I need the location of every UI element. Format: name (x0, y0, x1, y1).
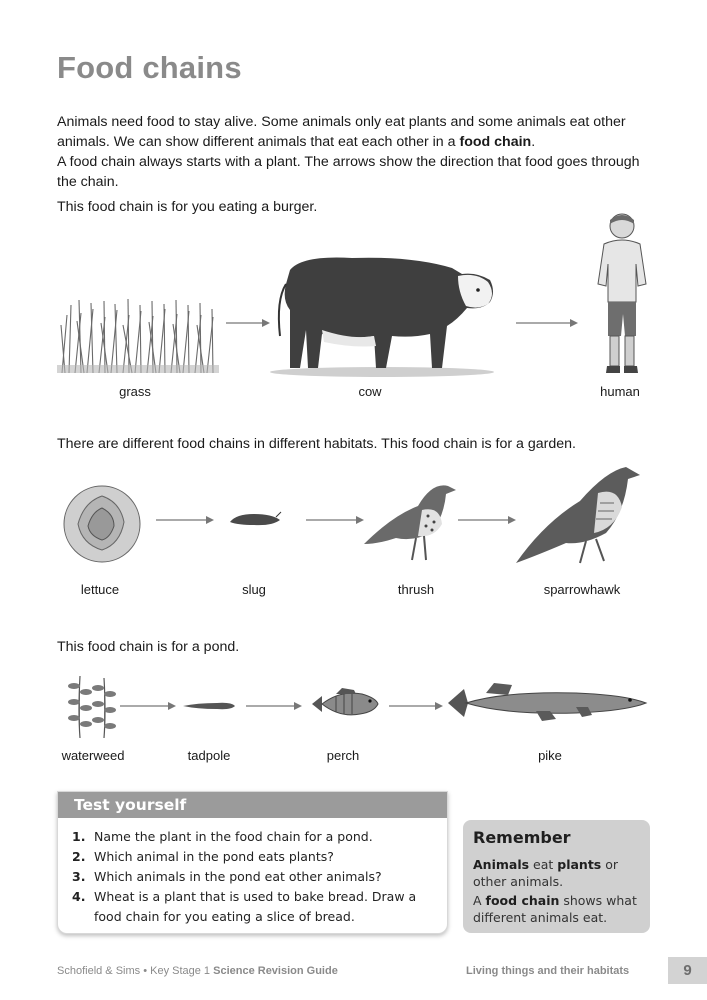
intro-text (57, 112, 657, 192)
question-item (72, 887, 432, 927)
footer-publisher (57, 965, 338, 977)
arrow-icon (246, 701, 302, 711)
garden-chain-caption: There are different food chains in different habitats. This food chain is for a garden. (57, 436, 576, 452)
arrow-icon (120, 701, 176, 711)
intro-paragraph-2: A food chain always starts with a plant. The arrows show the direction that food goes through the chain. (57, 154, 640, 190)
cow-illustration (262, 250, 502, 380)
tadpole-illustration (181, 699, 237, 713)
grass-illustration (57, 295, 219, 375)
intro-text-part: Animals need food to stay alive. Some animals only eat plants and some animals eat other animals. We can show different animals that eat each other in a (57, 114, 626, 150)
question-item (72, 867, 432, 887)
test-yourself-box (57, 791, 448, 934)
remember-bold: Animals (473, 857, 530, 872)
boy-illustration (594, 210, 650, 378)
arrow-icon (389, 701, 443, 711)
thrush-label: thrush (397, 582, 435, 597)
intro-bold-term: food chain (459, 134, 532, 150)
arrow-icon (516, 318, 578, 328)
footer-publisher-text: Schofield & Sims • Key Stage 1 (57, 965, 214, 977)
page-number: 9 (668, 957, 707, 984)
lettuce-label: lettuce (80, 582, 120, 597)
burger-chain-caption: This food chain is for you eating a burger. (57, 199, 318, 215)
test-yourself-heading: Test yourself (58, 792, 447, 818)
question-text: Name the plant in the food chain for a pond. (94, 829, 373, 844)
question-number: 2. (72, 849, 86, 864)
arrow-icon (156, 515, 214, 525)
remember-box (463, 820, 650, 933)
grass-label: grass (119, 384, 151, 399)
tadpole-label: tadpole (187, 748, 231, 763)
waterweed-label: waterweed (61, 748, 125, 763)
slug-illustration (228, 510, 282, 528)
perch-illustration (310, 688, 380, 720)
footer-book-title: Science Revision Guide (213, 965, 338, 977)
remember-heading: Remember (473, 828, 571, 847)
question-text: Which animal in the pond eats plants? (94, 849, 334, 864)
sparrowhawk-illustration (514, 463, 640, 567)
intro-paragraph-1 (57, 112, 657, 152)
question-number: 1. (72, 829, 86, 844)
pike-label: pike (538, 748, 562, 763)
remember-text: shows what different animals eat. (473, 893, 637, 925)
arrow-icon (458, 515, 516, 525)
remember-bold: food chain (485, 893, 560, 908)
slug-label: slug (242, 582, 266, 597)
pond-chain-caption: This food chain is for a pond. (57, 639, 240, 655)
cow-label: cow (358, 384, 382, 399)
remember-point-1 (473, 856, 643, 890)
lettuce-illustration (60, 482, 144, 566)
intro-text-end: . (531, 134, 536, 150)
question-item (72, 847, 432, 867)
thrush-illustration (362, 476, 456, 564)
question-text: Wheat is a plant that is used to bake bread. Draw a food chain for you eating a slice of bread. (94, 889, 417, 924)
remember-point-2 (473, 892, 643, 926)
remember-bold: plants (557, 857, 602, 872)
human-label: human (600, 384, 640, 399)
waterweed-illustration (64, 672, 122, 740)
sparrowhawk-label: sparrowhawk (543, 582, 621, 597)
page-title: Food chains (57, 50, 242, 85)
remember-text: or other animals. (473, 857, 618, 889)
remember-text: eat (529, 857, 558, 872)
footer-section: Living things and their habitats (466, 965, 630, 977)
question-text: Which animals in the pond eat other animals? (94, 869, 382, 884)
arrow-icon (306, 515, 364, 525)
question-item (72, 827, 432, 847)
question-number: 4. (72, 889, 86, 904)
remember-text: A (473, 893, 486, 908)
pike-illustration (446, 677, 648, 727)
perch-label: perch (326, 748, 360, 763)
question-number: 3. (72, 869, 86, 884)
question-list (72, 827, 432, 927)
